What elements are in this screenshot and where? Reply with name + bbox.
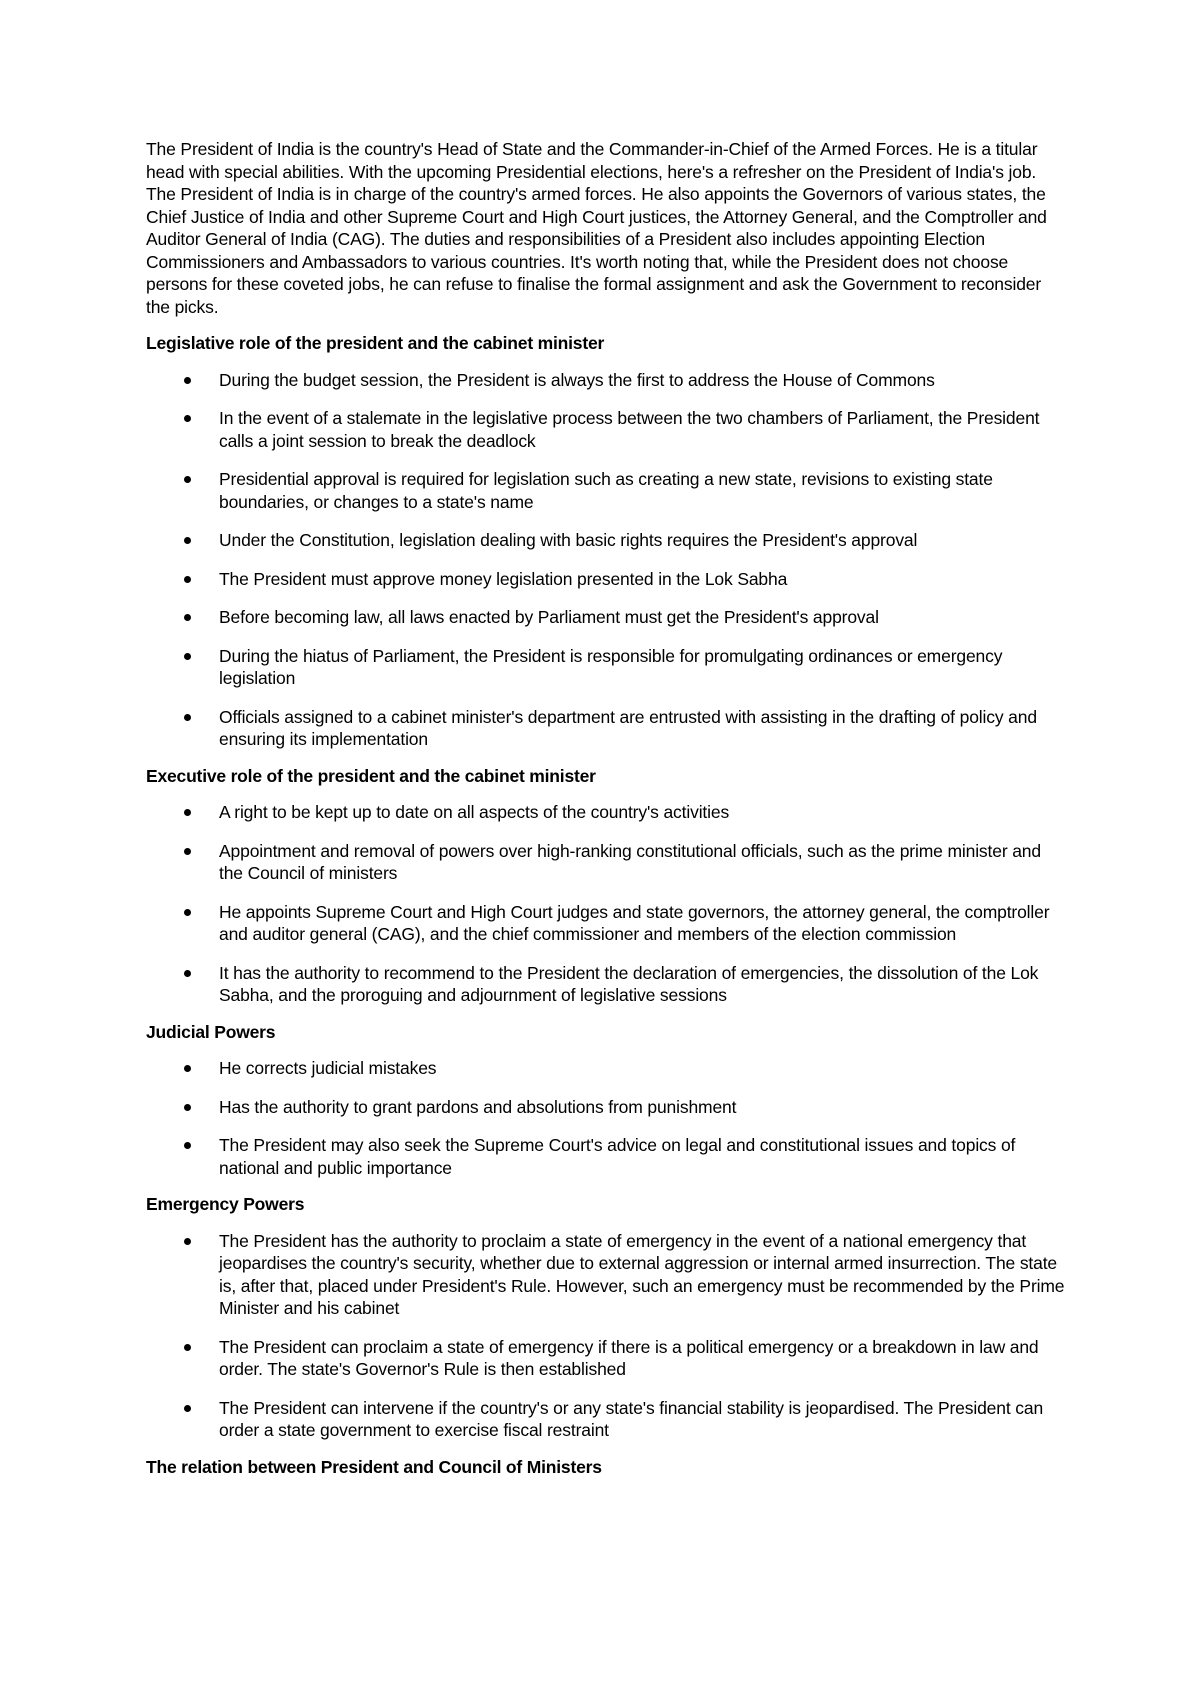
bullet-icon <box>184 1344 191 1351</box>
bullet-list <box>146 369 1066 751</box>
list-item <box>146 1336 1066 1381</box>
bullet-icon <box>184 809 191 816</box>
list-item <box>146 840 1066 885</box>
list-item-text: The President has the authority to proclaim a state of emergency in the event of a national emergency that jeopardises the country's security, whether due to external aggression or internal armed insurrection. The state is, after that, placed under President's Rule. However, such an emergency must be recommended by the Prime Minister and his cabinet <box>219 1230 1065 1318</box>
list-item-text: During the hiatus of Parliament, the President is responsible for promulgating ordinances or emergency legislation <box>219 645 1003 688</box>
bullet-icon <box>184 1238 191 1245</box>
bullet-icon <box>184 576 191 583</box>
section-heading: Executive role of the president and the cabinet minister <box>146 765 596 786</box>
intro-paragraph: The President of India is the country's Head of State and the Commander-in-Chief of the Armed Forces. He is a titular head with special abilities. With the upcoming Presidential elections, here's a refresher on the President of India's job. The President of India is in charge of the country's armed forces. He also appoints the Governors of various states, the Chief Justice of India and other Supreme Court and High Court justices, the Attorney General, and the Comptroller and Auditor General of India (CAG). The duties and responsibilities of a President also includes appointing Election Commissioners and Ambassadors to various countries. It's worth noting that, while the President does not choose persons for these coveted jobs, he can refuse to finalise the formal assignment and ask the Government to reconsider the picks. <box>146 139 1047 317</box>
list-item <box>146 645 1066 690</box>
section-executive <box>146 765 1066 1007</box>
list-item-text: Appointment and removal of powers over high-ranking constitutional officials, such as the prime minister and the Council of ministers <box>219 840 1041 883</box>
list-item-text: Officials assigned to a cabinet minister's department are entrusted with assisting in the drafting of policy and ensuring its implementation <box>219 706 1037 749</box>
bullet-icon <box>184 848 191 855</box>
section-emergency <box>146 1193 1066 1442</box>
list-item-text: A right to be kept up to date on all aspects of the country's activities <box>219 802 730 822</box>
document-page <box>146 138 1066 1478</box>
list-item <box>146 1096 1066 1119</box>
list-item <box>146 706 1066 751</box>
bullet-icon <box>184 476 191 483</box>
list-item-text: In the event of a stalemate in the legislative process between the two chambers of Parliament, the President calls a joint session to break the deadlock <box>219 408 1040 451</box>
bullet-icon <box>184 1065 191 1072</box>
section-legislative <box>146 332 1066 751</box>
list-item <box>146 606 1066 629</box>
list-item <box>146 468 1066 513</box>
bullet-icon <box>184 377 191 384</box>
bullet-list <box>146 1230 1066 1442</box>
list-item <box>146 901 1066 946</box>
bullet-list <box>146 1057 1066 1179</box>
list-item <box>146 407 1066 452</box>
bullet-icon <box>184 970 191 977</box>
list-item <box>146 568 1066 591</box>
bullet-icon <box>184 653 191 660</box>
bullet-icon <box>184 714 191 721</box>
bullet-icon <box>184 1104 191 1111</box>
list-item-text: During the budget session, the President is always the first to address the House of Commons <box>219 369 935 390</box>
list-item-text: The President must approve money legislation presented in the Lok Sabha <box>219 568 788 589</box>
bullet-icon <box>184 1405 191 1412</box>
list-item <box>146 962 1066 1007</box>
list-item-text: He corrects judicial mistakes <box>219 1058 437 1078</box>
list-item-text: Has the authority to grant pardons and absolutions from punishment <box>219 1096 737 1117</box>
list-item-text: Presidential approval is required for legislation such as creating a new state, revisions to existing state boundaries, or changes to a state's name <box>219 469 993 512</box>
list-item <box>146 529 1066 552</box>
list-item-text: Before becoming law, all laws enacted by Parliament must get the President's approval <box>219 607 879 627</box>
section-heading: The relation between President and Council of Ministers <box>146 1456 602 1477</box>
list-item-text: It has the authority to recommend to the President the declaration of emergencies, the dissolution of the Lok Sabha, and the proroguing and adjournment of legislative sessions <box>219 962 1039 1005</box>
list-item-text: The President can intervene if the country's or any state's financial stability is jeopardised. The President can order a state government to exercise fiscal restraint <box>219 1397 1044 1440</box>
section-relation <box>146 1456 1066 1479</box>
list-item <box>146 1134 1066 1179</box>
list-item-text: The President may also seek the Supreme Court's advice on legal and constitutional issues and topics of national and public importance <box>219 1135 1016 1178</box>
list-item-text: The President can proclaim a state of emergency if there is a political emergency or a breakdown in law and order. The state's Governor's Rule is then established <box>219 1336 1039 1379</box>
list-item <box>146 801 1066 824</box>
section-heading: Judicial Powers <box>146 1021 276 1042</box>
section-judicial <box>146 1021 1066 1180</box>
section-heading: Legislative role of the president and the cabinet minister <box>146 333 605 353</box>
bullet-list <box>146 801 1066 1007</box>
section-heading: Emergency Powers <box>146 1194 305 1214</box>
list-item <box>146 1057 1066 1080</box>
list-item <box>146 1397 1066 1442</box>
bullet-icon <box>184 614 191 621</box>
bullet-icon <box>184 537 191 544</box>
list-item <box>146 1230 1066 1320</box>
bullet-icon <box>184 415 191 422</box>
bullet-icon <box>184 1142 191 1149</box>
list-item-text: He appoints Supreme Court and High Court judges and state governors, the attorney general, the comptroller and auditor general (CAG), and the chief commissioner and members of the election commission <box>219 901 1050 944</box>
bullet-icon <box>184 909 191 916</box>
list-item <box>146 369 1066 392</box>
list-item-text: Under the Constitution, legislation dealing with basic rights requires the President's approval <box>219 530 918 550</box>
